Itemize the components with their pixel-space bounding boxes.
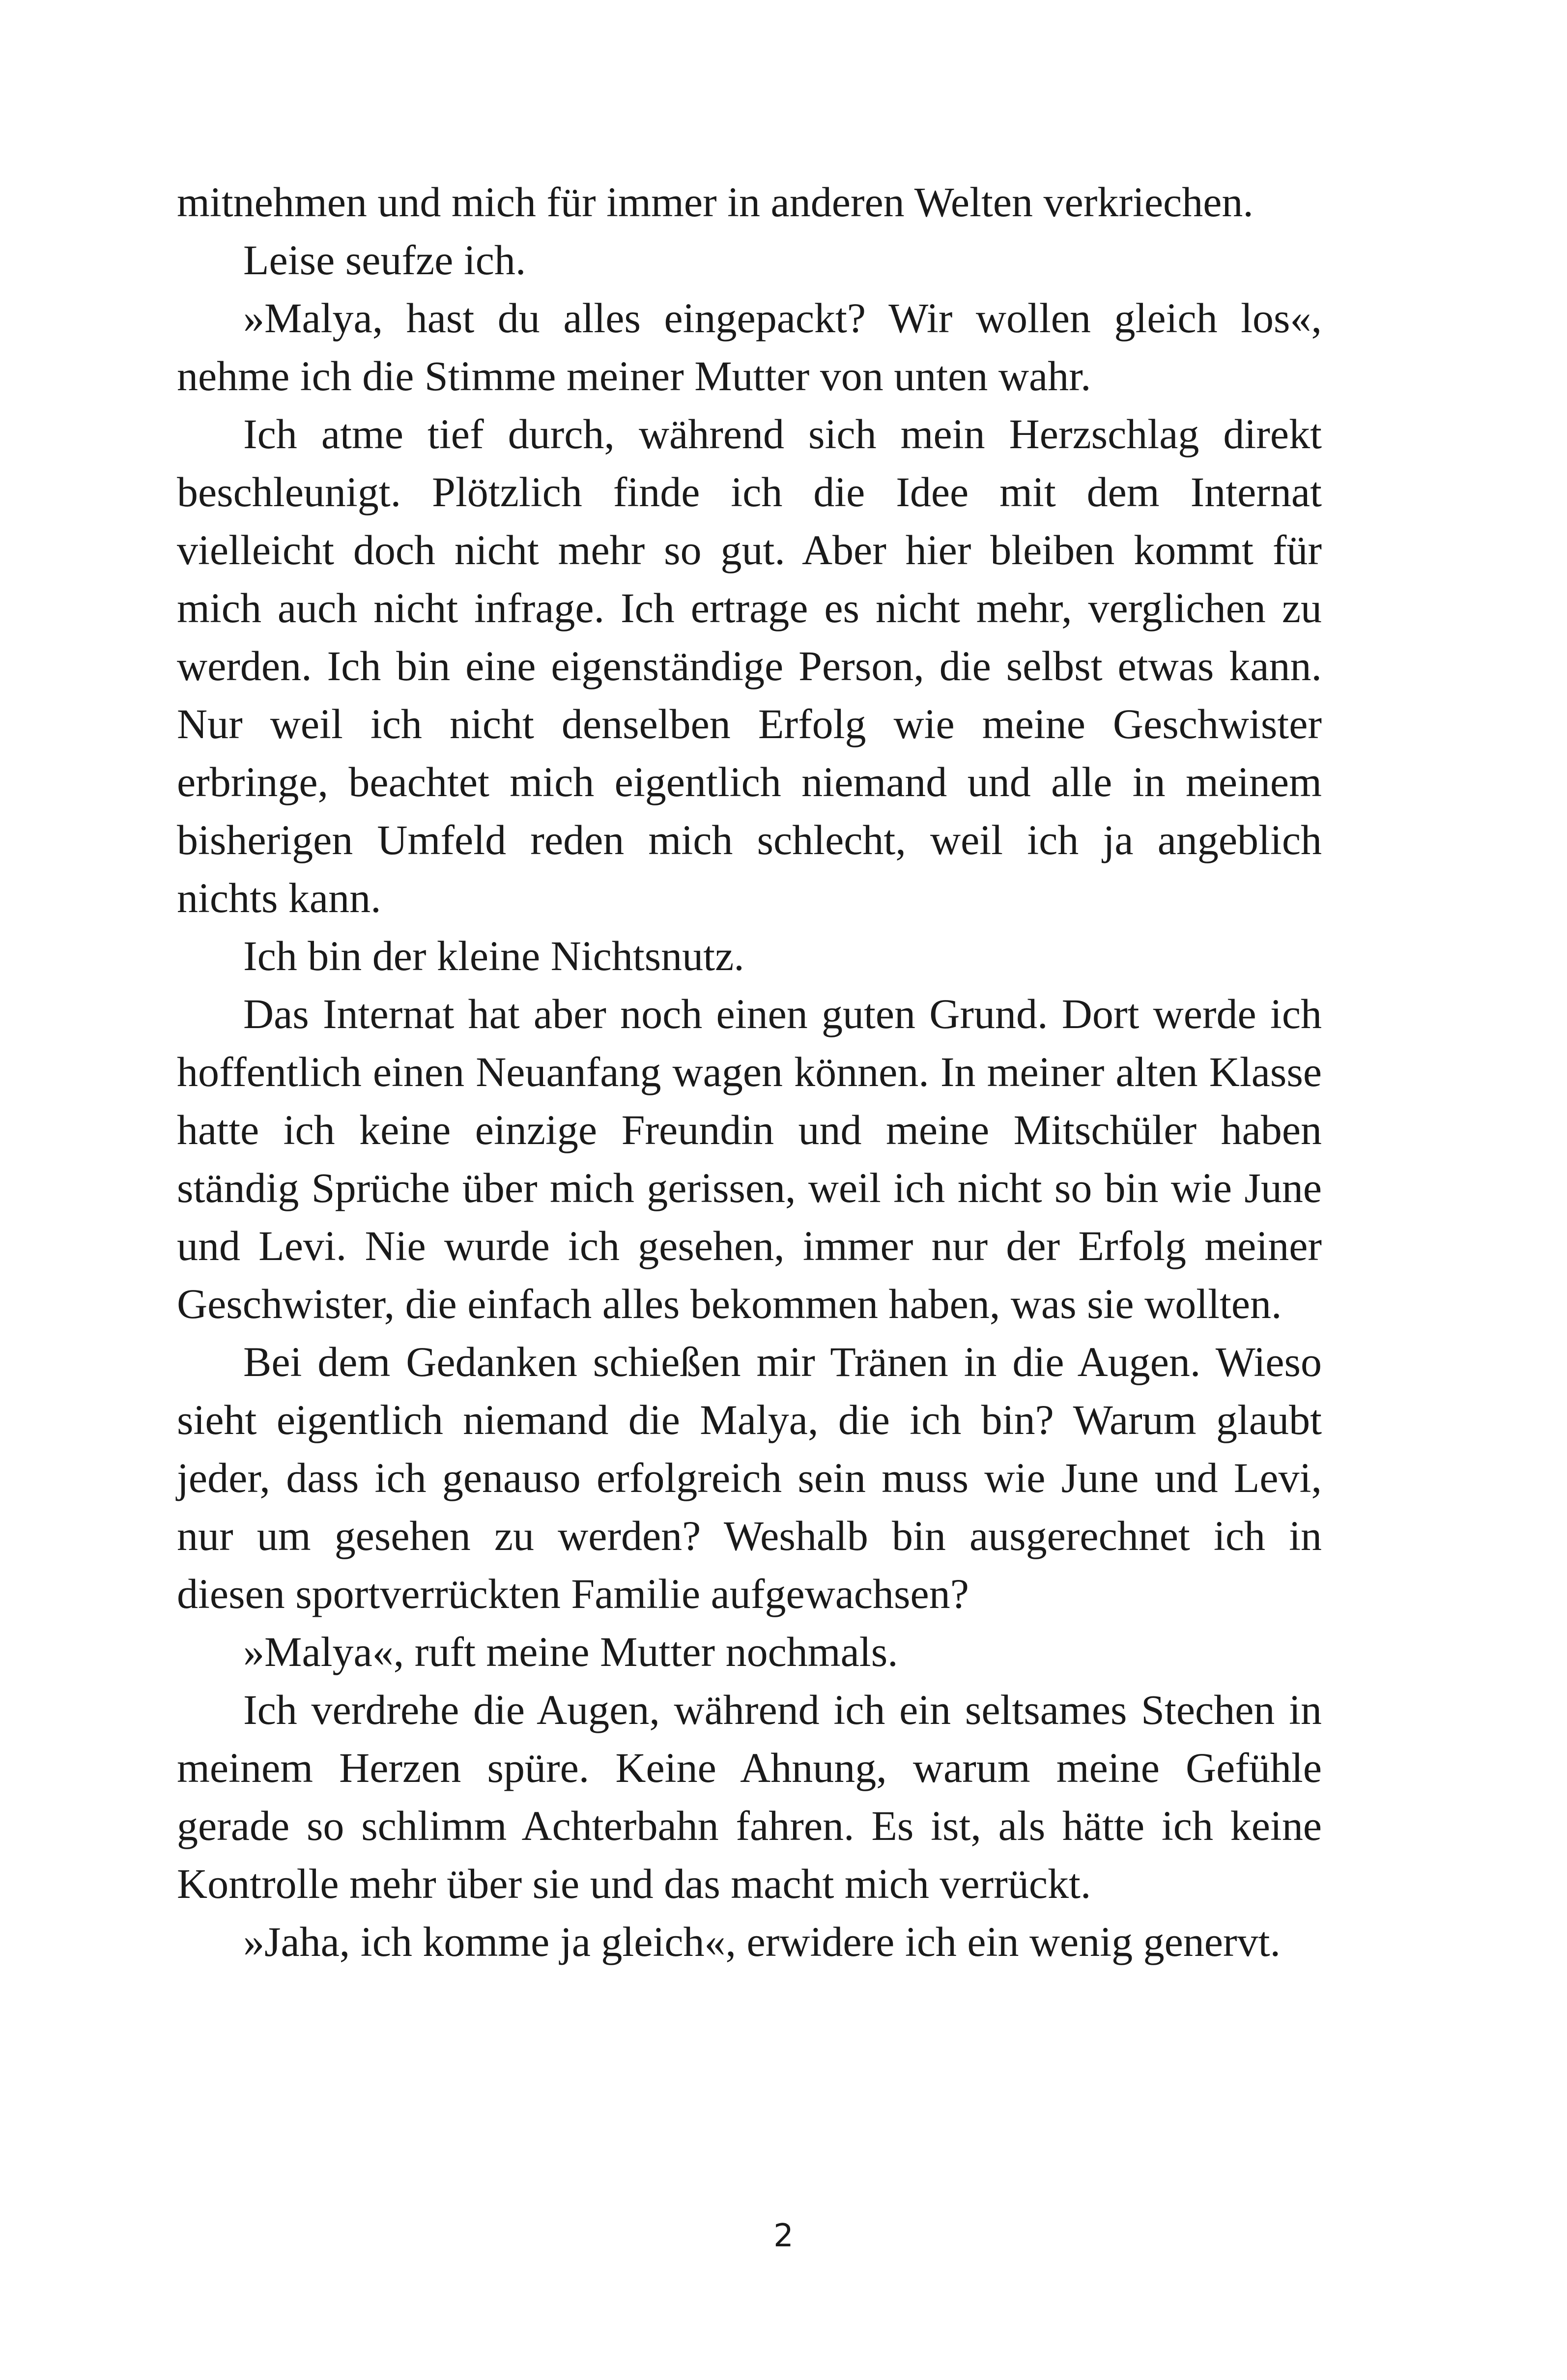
- paragraph-4: Ich atme tief durch, während sich mein Herzschlag direkt beschleunigt. Plötzlich finde ich die Idee mit dem Internat vielleicht doch nicht mehr so gut. Aber hier bleiben kommt für mich auch nicht infrage. Ich ertrage es nicht mehr, verglichen zu werden. Ich bin eine eigenständige Person, die selbst etwas kann. Nur weil ich nicht denselben Erfolg wie meine Geschwister erbringe, beachtet mich eigentlich niemand und alle in meinem bisherigen Umfeld reden mich schlecht, weil ich ja angeblich nichts kann.: [177, 410, 1322, 921]
- paragraph-3: »Malya, hast du alles eingepackt? Wir wollen gleich los«, nehme ich die Stimme meiner Mutter von unten wahr.: [177, 294, 1322, 400]
- paragraph-8: »Malya«, ruft meine Mutter nochmals.: [243, 1628, 898, 1675]
- body-text: [177, 173, 1322, 1971]
- paragraph-6: Das Internat hat aber noch einen guten Grund. Dort werde ich hoffentlich einen Neuanfang wagen können. In meiner alten Klasse hatte ich keine einzige Freundin und meine Mitschüler haben ständig Sprüche über mich gerissen, weil ich nicht so bin wie June und Levi. Nie wurde ich gesehen, immer nur der Erfolg meiner Geschwister, die einfach alles bekommen haben, was sie wollten.: [177, 990, 1322, 1327]
- paragraph-7: Bei dem Gedanken schießen mir Tränen in die Augen. Wieso sieht eigentlich niemand die Malya, die ich bin? Warum glaubt jeder, dass ich genauso erfolgreich sein muss wie June und Levi, nur um gesehen zu werden? Weshalb bin ausgerechnet ich in diesen sportverrückten Familie aufgewachsen?: [177, 1338, 1322, 1617]
- page-number: 2: [773, 2218, 794, 2254]
- paragraph-1: mitnehmen und mich für immer in anderen Welten verkriechen.: [177, 178, 1254, 226]
- paragraph-10: »Jaha, ich komme ja gleich«, erwidere ich ein wenig genervt.: [243, 1918, 1281, 1965]
- paragraph-2: Leise seufze ich.: [243, 236, 526, 284]
- paragraph-9: Ich verdrehe die Augen, während ich ein seltsames Stechen in meinem Herzen spüre. Keine Ahnung, warum meine Gefühle gerade so schlimm Achterbahn fahren. Es ist, als hätte ich keine Kontrolle mehr über sie und das macht mich verrückt.: [177, 1686, 1322, 1907]
- paragraph-5: Ich bin der kleine Nichtsnutz.: [243, 932, 744, 979]
